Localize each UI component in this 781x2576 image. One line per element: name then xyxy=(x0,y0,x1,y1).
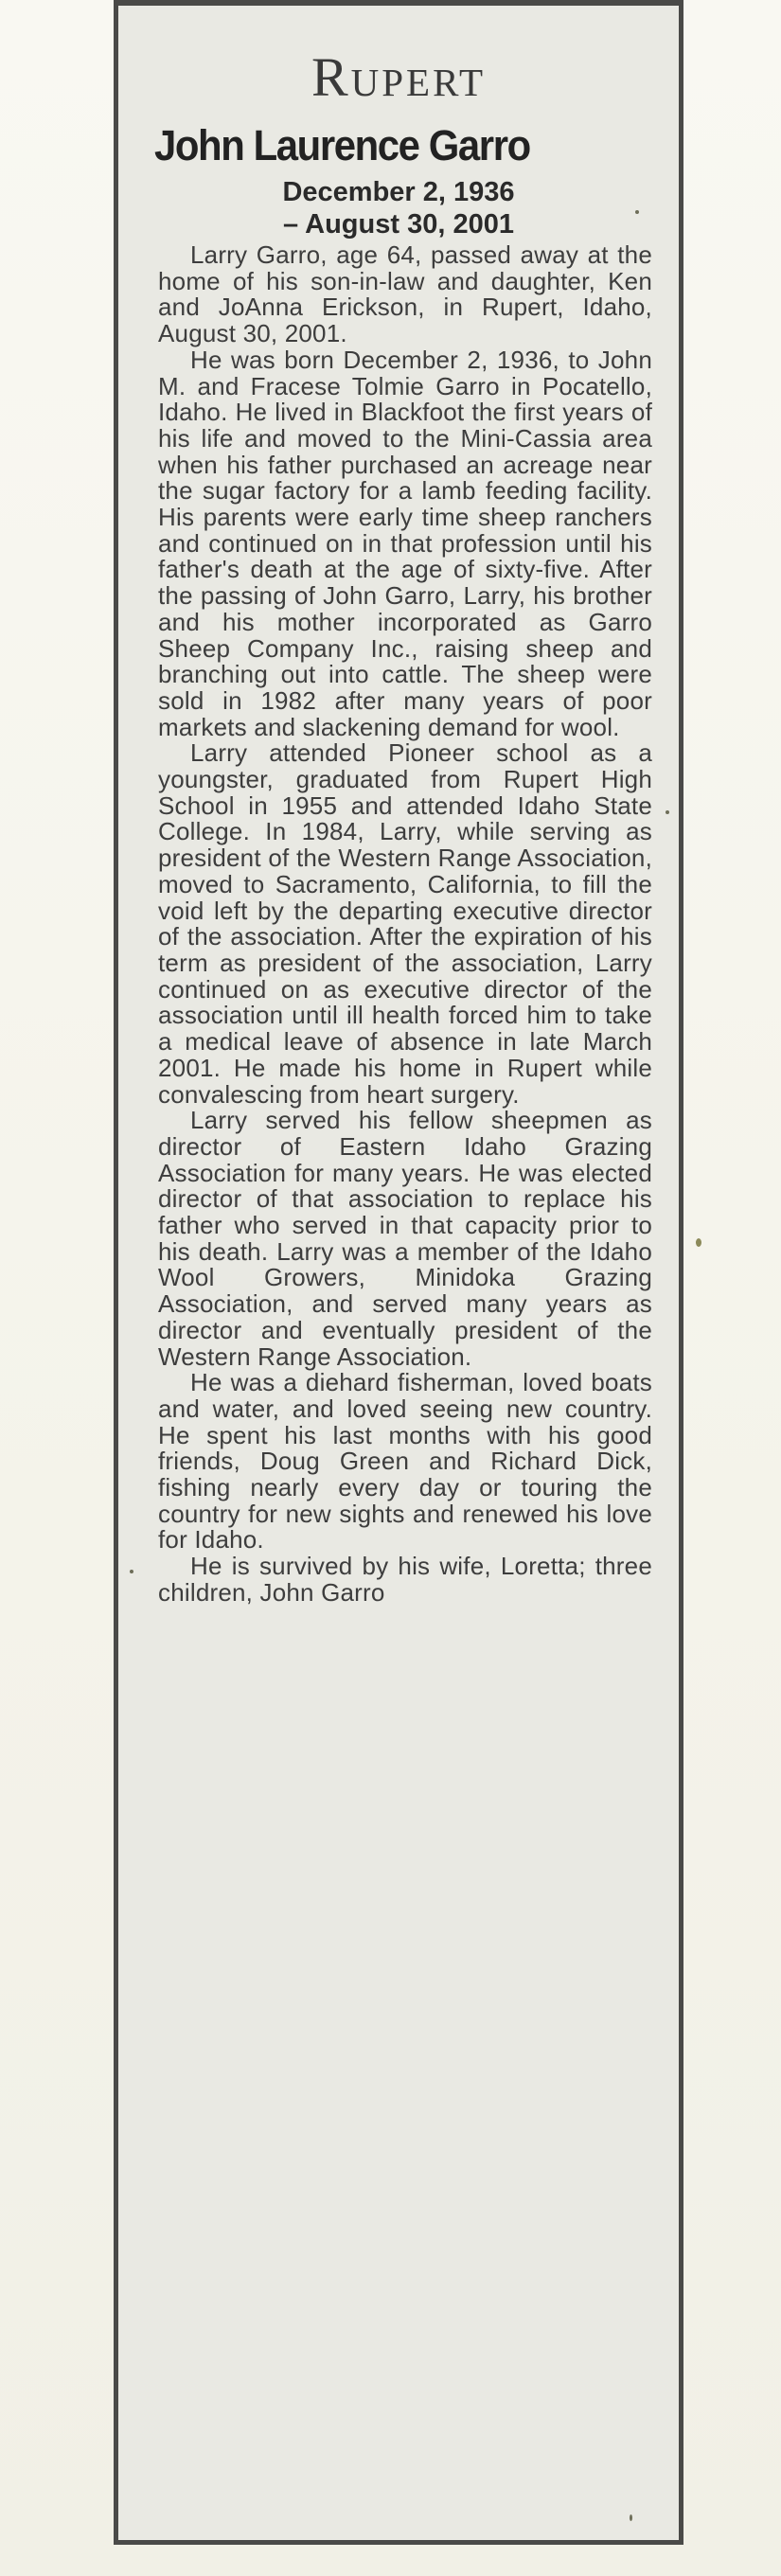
obituary-body xyxy=(158,242,652,1607)
newspaper-clipping xyxy=(114,0,683,2545)
obituary-name: John Laurence Garro xyxy=(154,121,530,169)
obituary-paragraph-1: Larry Garro, age 64, passed away at the home of his son-in-law and daughter, Ken and JoAnna Erickson, in Rupert, Idaho, August 30, 2001. xyxy=(158,240,652,348)
paper-speck xyxy=(666,810,669,814)
section-heading: Rupert xyxy=(311,46,487,108)
birth-date: December 2, 1936 xyxy=(282,177,515,207)
paper-speck xyxy=(130,1570,133,1573)
obituary-paragraph-2: He was born December 2, 1936, to John M. and Fracese Tolmie Garro in Pocatello, Idaho. He lived in Blackfoot the first years of his life and moved to the Mini-Cassia area when his father purchased an acreage near the sugar factory for a lamb feeding facility. His parents were early time sheep ranchers and continued on in that profession until his father's death at the age of sixty-five. After the passing of John Garro, Larry, his brother and his mother incorporated as Garro Sheep Company Inc., raising sheep and branching out into cattle. The sheep were sold in 1982 after many years of poor markets and slackening demand for wool. xyxy=(158,345,652,741)
obituary-paragraph-3: Larry attended Pioneer school as a youngster, graduated from Rupert High School in 1955 and attended Idaho State College. In 1984, Larry, while serving as president of the Western Range Association, moved to Sacramento, California, to fill the void left by the departing executive director of the association. After the expiration of his term as president of the association, Larry continued on as executive director of the association until ill health forced him to take a medical leave of absence in late March 2001. He made his home in Rupert while convalescing from heart surgery. xyxy=(158,738,652,1109)
obituary-paragraph-6: He is survived by his wife, Loretta; three children, John Garro xyxy=(158,1552,652,1607)
scan-speck xyxy=(696,1238,701,1247)
obituary-paragraph-4: Larry served his fellow sheepmen as director of Eastern Idaho Grazing Association for many years. He was elected director of that association to replace his father who served in that capacity prior to his death. Larry was a member of the Idaho Wool Growers, Minidoka Grazing Association, and served many years as director and eventually president of the Western Range Association. xyxy=(158,1106,652,1371)
death-date: – August 30, 2001 xyxy=(283,209,514,240)
clipping-top-border xyxy=(118,0,679,6)
paper-speck xyxy=(630,2514,632,2521)
paper-speck xyxy=(635,210,639,214)
obituary-paragraph-5: He was a diehard fisherman, loved boats and water, and loved seeing new country. He spent his last months with his good friends, Doug Green and Richard Dick, fishing nearly every day or touring the country for new sights and renewed his love for Idaho. xyxy=(158,1368,652,1554)
